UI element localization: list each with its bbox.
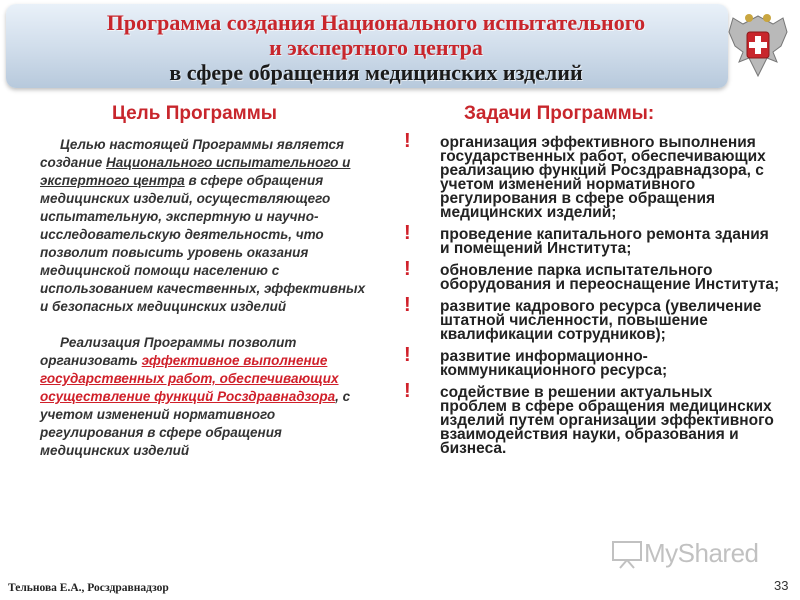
goal-paragraph-2 [40, 334, 370, 460]
tasks-heading: Задачи Программы: [464, 103, 655, 124]
task-item [402, 344, 782, 379]
task-item [402, 380, 782, 457]
task-text: развитие информационно-коммуникационного ресурса; [440, 348, 668, 379]
task-item [402, 222, 782, 257]
tasks-list [402, 130, 782, 464]
goal-p2-end: , с учетом изменений нормативного регулирования в сфере обращения медицинских изделий [40, 389, 351, 458]
exclamation-icon: ! [404, 130, 411, 152]
title-line-2: и экспертного центра [269, 35, 483, 60]
task-item [402, 258, 782, 293]
task-item [402, 294, 782, 343]
watermark [610, 538, 759, 569]
task-text: содействие в решении актуальных проблем в сфере обращения медицинских изделий путем организации эффективного взаимодействия науки, образования и бизнеса. [440, 384, 774, 457]
task-text: проведение капитального ремонта здания и помещений Института; [440, 226, 769, 257]
task-text: организация эффективного выполнения государственных работ, обеспечивающих реализацию функций Росздравнадзора, с учетом изменений нормативного регулирования в сфере обращения медицинских изделий; [440, 134, 766, 221]
exclamation-icon: ! [404, 258, 411, 280]
goal-text-block [40, 136, 370, 460]
eagle-emblem-icon [725, 6, 791, 86]
goal-p2-highlight: эффективное выполнение государственных работ, обеспечивающих осуществление функций Росздравнадзора [40, 353, 339, 404]
goal-p1-end: в сфере обращения медицинских изделий, осуществляющего испытательную, экспертную и научно-исследовательскую деятельность, что позволит повысить уровень оказания медицинской помощи населению с использованием качественных, эффективных и безопасных медицинских изделий [40, 173, 366, 314]
goal-heading: Цель Программы [112, 103, 277, 124]
task-text: развитие кадрового ресурса (увеличение штатной численности, повышение квалификации сотрудников); [440, 298, 762, 343]
exclamation-icon: ! [404, 294, 411, 316]
goal-p1-start: Целью настоящей Программы является создание [40, 137, 344, 170]
watermark-text: MyShared [644, 538, 759, 568]
slide-title [26, 10, 726, 85]
task-text: обновление парка испытательного оборудования и переоснащение Института; [440, 262, 780, 293]
footer-author: Тельнова Е.А., Росздравнадзор [8, 582, 169, 594]
title-line-3: в сфере обращения медицинских изделий [169, 60, 583, 85]
exclamation-icon: ! [404, 222, 411, 244]
title-line-1: Программа создания Национального испытательного [106, 10, 646, 35]
page-number: 33 [774, 578, 789, 593]
exclamation-icon: ! [404, 380, 411, 402]
presentation-board-icon [610, 539, 644, 569]
task-item [402, 130, 782, 221]
goal-p1-underlined: Национального испытательного и экспертного центра [40, 155, 351, 188]
exclamation-icon: ! [404, 344, 411, 366]
goal-paragraph-1 [40, 136, 370, 316]
title-banner [6, 4, 728, 88]
goal-p2-start: Реализация Программы позволит организовать [40, 335, 297, 368]
